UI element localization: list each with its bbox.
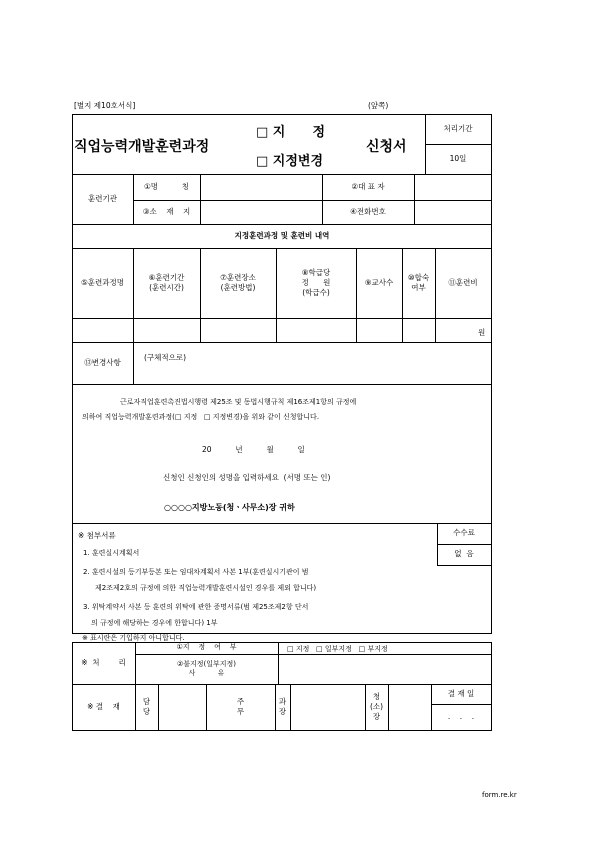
- designation-options[interactable]: □ 지정 □ 일부지정 □ 부지정: [287, 645, 388, 653]
- course-section-title: 지정훈련과정 및 훈련비 내역: [234, 230, 330, 240]
- change-details-field[interactable]: [134, 343, 490, 383]
- form-number: [별지 제10호서식]: [74, 101, 136, 110]
- change-label: ⑬변경사항: [84, 357, 121, 367]
- class-capacity-field[interactable]: [277, 319, 355, 341]
- officer-label: [206, 684, 275, 730]
- teacher-count-header: ⑨교사수: [364, 277, 394, 287]
- rejection-label: ②불지정(일부지정): [176, 659, 237, 668]
- designation-label: ①지 정 여 부: [176, 643, 237, 652]
- training-place-label: ⑦훈련장소: [220, 272, 256, 282]
- attachment-item-2a: 2. 훈련시설의 등기부등본 또는 임대차계획서 사본 1부(훈련실시기관이 범: [83, 568, 309, 576]
- teacher-count-field[interactable]: [357, 319, 401, 341]
- attachment-item-3b: 의 규정에 해당하는 경우에 한합니다) 1부: [91, 619, 218, 627]
- training-period-field[interactable]: [134, 319, 199, 341]
- phone-field[interactable]: [415, 201, 490, 223]
- option-designation-change[interactable]: □ 지정변경: [256, 154, 324, 169]
- director-label-a: 청: [372, 691, 381, 701]
- form-title-suffix: 신청서: [366, 139, 407, 155]
- section-chief-sign-field[interactable]: [291, 685, 364, 729]
- change-hint: (구체적으로): [144, 353, 187, 362]
- approval-date-label: 결 재 일: [447, 688, 475, 698]
- currency-unit: 원: [478, 328, 486, 337]
- approval-label: ※ 결 재: [87, 701, 120, 711]
- class-capacity-header: [276, 248, 356, 318]
- staff-sign-field[interactable]: [159, 685, 205, 729]
- staff-label-a: 담: [142, 696, 151, 706]
- course-name-field[interactable]: [73, 319, 132, 341]
- fee-label: 수수료: [453, 528, 475, 538]
- application-date: 20 년 월 일: [202, 445, 305, 454]
- boarding-label: ⑩합숙: [407, 272, 430, 282]
- rejection-reason-field[interactable]: [279, 655, 490, 683]
- statement-line-1: 근로자직업훈련촉진법시행령 제25조 및 동법시행규칙 제16조제1항의 규정에: [120, 398, 357, 406]
- option-designation[interactable]: □ 지 정: [256, 125, 326, 140]
- training-place-header: [200, 248, 276, 318]
- fee-value: 없 음: [454, 549, 474, 559]
- approval-date-value[interactable]: . . .: [447, 711, 475, 721]
- reason-label: 사 유: [188, 669, 225, 677]
- training-place-field[interactable]: [201, 319, 275, 341]
- section-chief-label: [275, 684, 290, 730]
- course-name-header: ⑤훈련과정명: [81, 277, 124, 287]
- staff-label: [135, 684, 158, 730]
- name-field[interactable]: [201, 175, 321, 199]
- director-label: [365, 684, 388, 730]
- office-use-note: ※ 표시란은 기입하지 아니합니다.: [82, 634, 185, 642]
- training-hours-label: (훈련시간): [149, 283, 184, 292]
- training-period-header: [133, 248, 200, 318]
- name-label: ①명 칭: [143, 181, 190, 191]
- representative-field[interactable]: [415, 175, 490, 199]
- address-field[interactable]: [201, 201, 321, 223]
- site-watermark: form.re.kr: [482, 791, 517, 799]
- statement-line-2: 의하여 직업능력개발훈련과정(□ 지정 □ 지정변경)을 위와 같이 신청합니다.: [82, 413, 320, 421]
- officer-label-b: 무: [236, 707, 245, 716]
- class-count-label: (학급수): [302, 288, 330, 298]
- phone-label: ④전화번호: [350, 206, 386, 216]
- training-method-label: (훈련방법): [220, 283, 256, 292]
- director-label-b: (소): [369, 701, 384, 711]
- staff-label-b: 당: [142, 707, 151, 716]
- applicant-signature[interactable]: 신청인 신청인의 성명을 입력하세요 (서명 또는 인): [163, 473, 331, 482]
- processing-period-label: 처리기간: [443, 123, 473, 133]
- attachment-item-2b: 제2조제2호의 규정에 의한 직업능력개발훈련시설인 경우를 제외 합니다): [95, 584, 317, 592]
- officer-label-a: 주: [236, 696, 245, 706]
- recipient: ○○○○지방노동(청ㆍ사무소)장 귀하: [164, 503, 295, 512]
- institution-label: 훈련기관: [88, 193, 117, 203]
- director-label-c: 장: [372, 712, 381, 722]
- attachment-item-3a: 3. 위탁계약서 사본 등 훈련의 위탁에 관한 증명서류(범 제25조제2항 단서: [83, 603, 309, 611]
- director-sign-field[interactable]: [389, 685, 430, 729]
- attachment-item-1: 1. 훈련실시계획서: [83, 549, 140, 557]
- class-capacity-label: ⑧학급당: [301, 267, 331, 277]
- side-indicator: (앞쪽): [368, 101, 389, 110]
- form-title: 직업능력개발훈련과정: [74, 139, 210, 155]
- boarding-field[interactable]: [403, 319, 434, 341]
- section-chief-label-a: 과: [278, 696, 287, 706]
- processing-label: ※ 처 리: [81, 657, 126, 667]
- address-label: ③소 재 지: [142, 206, 191, 216]
- attachments-title: ※ 첨부서류: [78, 531, 116, 540]
- processing-period-value: 10일: [449, 153, 467, 163]
- boarding-header: [402, 248, 435, 318]
- boarding-yn-label: 여부: [411, 283, 426, 292]
- rejection-reason-header: [135, 654, 278, 684]
- capacity-label: 정 원: [301, 277, 331, 287]
- representative-label: ②대 표 자: [351, 181, 385, 191]
- training-period-label: ⑥훈련기간: [148, 272, 185, 282]
- training-cost-header: ⑪훈련비: [448, 277, 478, 287]
- section-chief-label-b: 장: [278, 707, 287, 716]
